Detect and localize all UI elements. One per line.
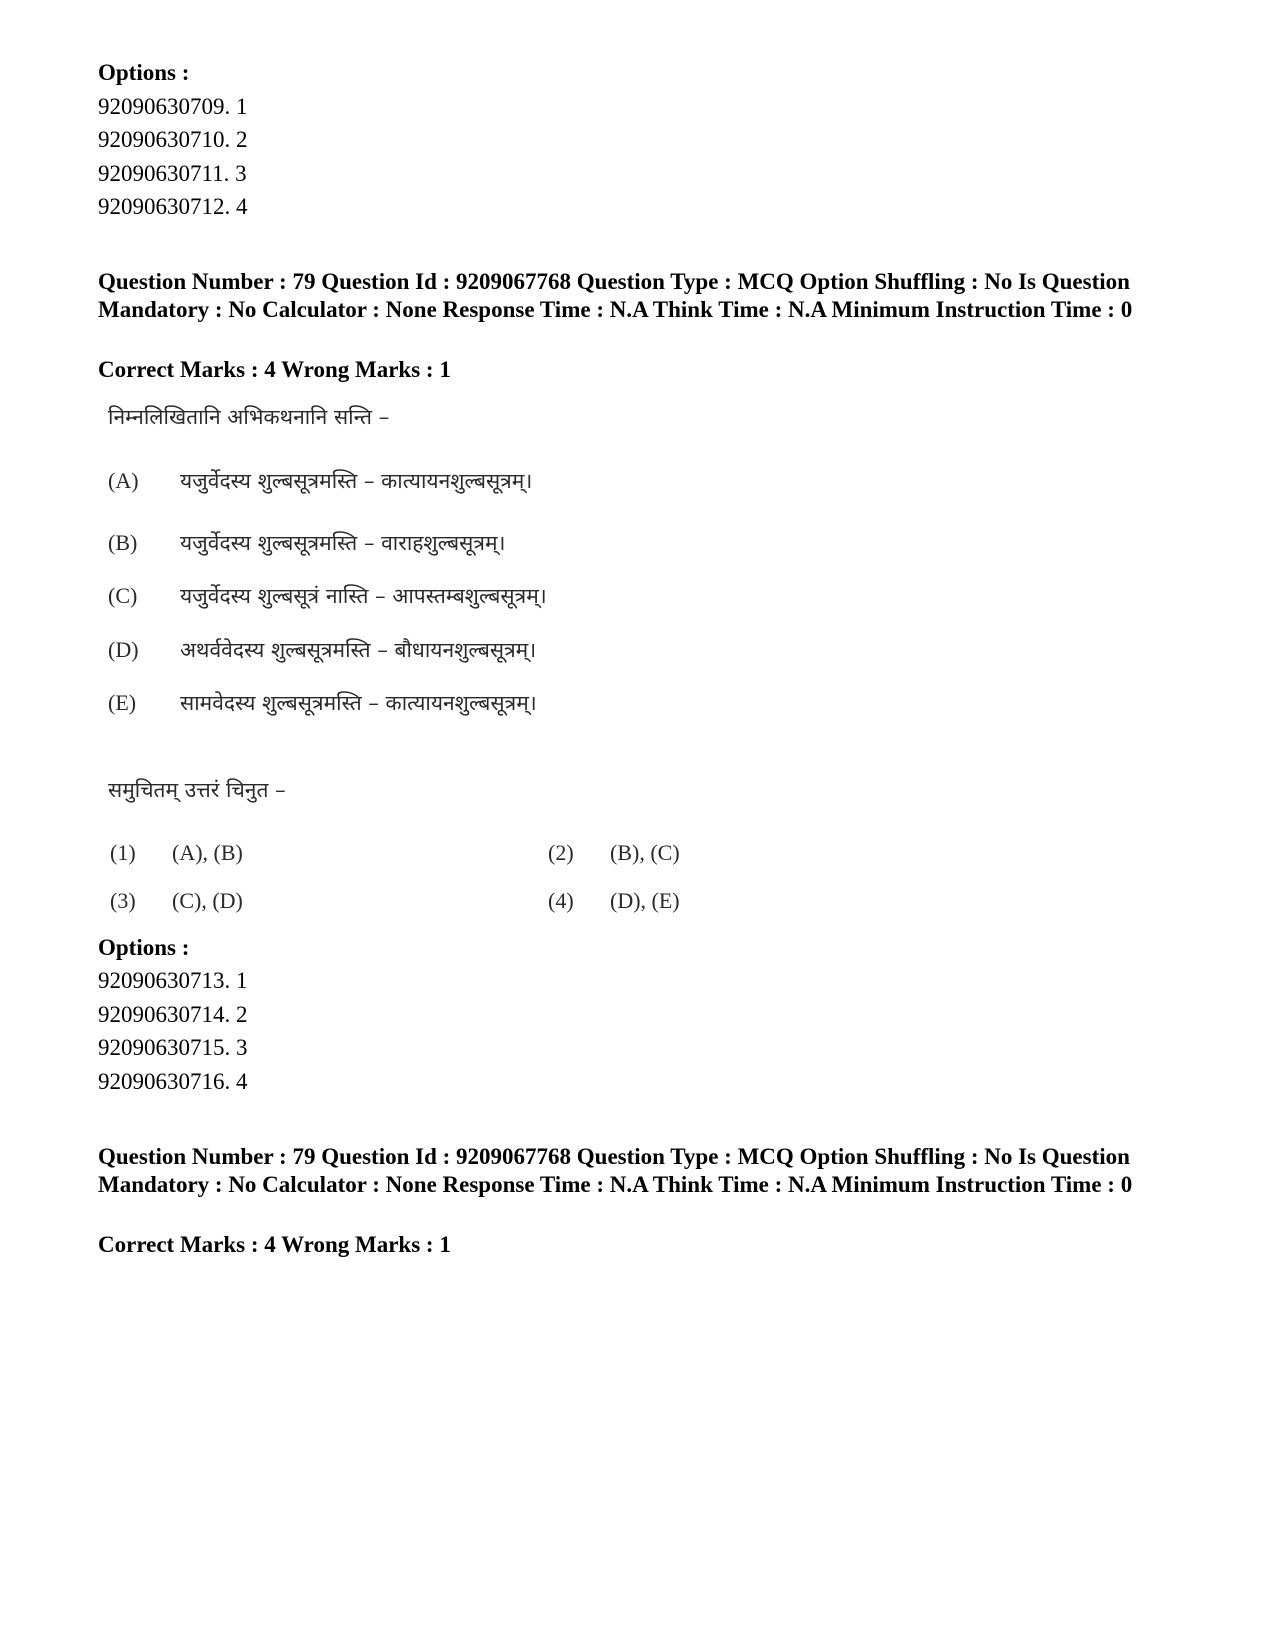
statement-text: यजुर्वेदस्य शुल्बसूत्रमस्ति – कात्यायनशुल्बसूत्रम्। (180, 469, 533, 493)
statement-label: (C) (108, 583, 138, 608)
statement-label: (D) (108, 637, 139, 662)
option-item: 92090630712. 4 (98, 194, 248, 219)
option-item: 92090630716. 4 (98, 1069, 248, 1094)
answer-choice-2 (548, 840, 680, 866)
statement-c (108, 582, 547, 610)
statement-b (108, 529, 505, 557)
answer-choice-1 (110, 840, 243, 866)
option-item: 92090630713. 1 (98, 968, 248, 993)
statement-text: यजुर्वेदस्य शुल्बसूत्रं नास्ति – आपस्तम्बशुल्बसूत्रम्। (180, 584, 547, 608)
option-item: 92090630715. 3 (98, 1035, 248, 1060)
answer-text: (D), (E) (610, 888, 680, 913)
option-item: 92090630709. 1 (98, 94, 248, 119)
answer-label: (3) (110, 888, 136, 913)
answer-text: (C), (D) (172, 888, 243, 913)
option-item: 92090630711. 3 (98, 161, 247, 186)
answer-text: (B), (C) (610, 840, 680, 865)
statement-label: (B) (108, 530, 138, 555)
statement-text: यजुर्वेदस्य शुल्बसूत्रमस्ति – वाराहशुल्बसूत्रम्। (180, 531, 506, 555)
question-meta: Question Number : 79 Question Id : 9209067768 Question Type : MCQ Option Shuffling : No Is Question Mandatory : No Calculator : None Response Time : N.A Think Time : N.A Minimum Instruction Time : 0 (98, 269, 1133, 322)
answer-label: (1) (110, 840, 136, 865)
question-intro: निम्नलिखितानि अभिकथनानि सन्ति – (108, 405, 390, 429)
statement-label: (E) (108, 690, 137, 715)
options-heading: Options : (98, 60, 190, 85)
statement-text: अथर्ववेदस्य शुल्बसूत्रमस्ति – बौधायनशुल्बसूत्रम्। (180, 638, 537, 662)
answer-label: (2) (548, 840, 574, 865)
statement-d (108, 636, 536, 664)
choose-instruction: समुचितम् उत्तरं चिनुत – (108, 778, 286, 802)
next-question-marks: Correct Marks : 4 Wrong Marks : 1 (98, 1232, 451, 1257)
answer-text: (A), (B) (172, 840, 243, 865)
next-question-meta: Question Number : 79 Question Id : 9209067768 Question Type : MCQ Option Shuffling : No Is Question Mandatory : No Calculator : None Response Time : N.A Think Time : N.A Minimum Instruction Time : 0 (98, 1144, 1133, 1197)
option-item: 92090630710. 2 (98, 127, 248, 152)
answer-choice-4 (548, 888, 680, 914)
question-marks: Correct Marks : 4 Wrong Marks : 1 (98, 357, 451, 382)
statement-label: (A) (108, 468, 139, 493)
answer-choice-3 (110, 888, 243, 914)
statement-a (108, 467, 532, 495)
statement-e (108, 689, 537, 717)
option-item: 92090630714. 2 (98, 1002, 248, 1027)
answer-label: (4) (548, 888, 574, 913)
options-heading: Options : (98, 935, 190, 960)
statement-text: सामवेदस्य शुल्बसूत्रमस्ति – कात्यायनशुल्बसूत्रम्। (180, 691, 537, 715)
